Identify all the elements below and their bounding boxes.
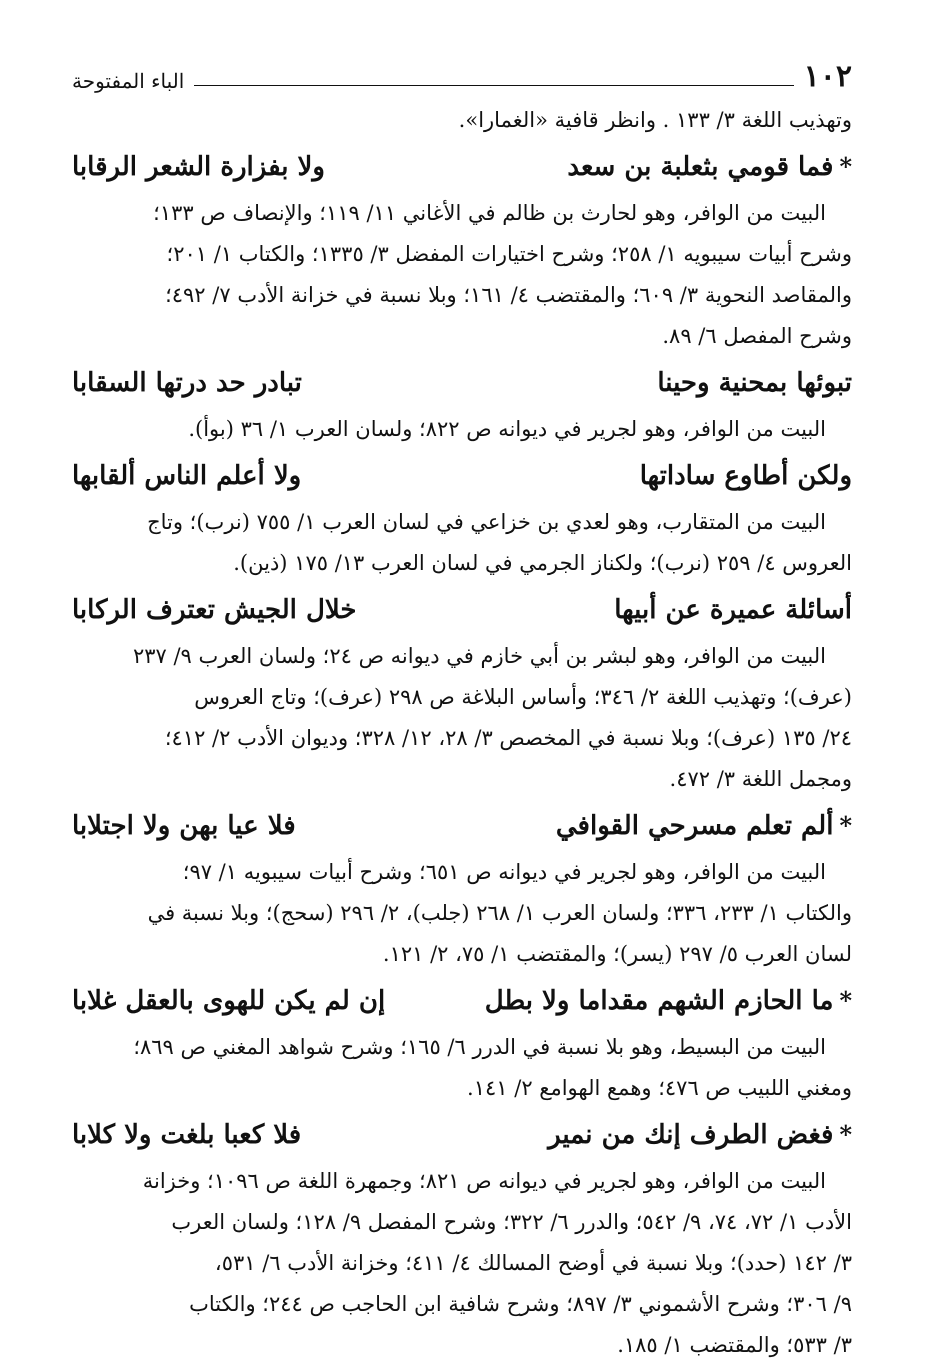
verse-first-hemistich — [614, 584, 852, 636]
header-rule — [194, 85, 793, 86]
verse-first-hemistich — [485, 975, 852, 1027]
verse-second-hemistich: فلا عيا بهن ولا اجتلابا — [72, 811, 296, 841]
asterisk-icon: * — [839, 1120, 852, 1149]
text-line: البيت من الوافر، وهو لحارث بن ظالم في الأغاني ١١/ ١١٩؛ والإنصاف ص ١٣٣؛ — [153, 201, 826, 225]
verse-line — [72, 800, 852, 852]
verse-second-hemistich: فلا كعبا بلغت ولا كلابا — [72, 1120, 302, 1150]
reference-paragraph — [72, 100, 852, 141]
text-line: ٣/ ١٤٢ (حدد)؛ وبلا نسبة في أوضح المسالك ٤/ ٤١١؛ وخزانة الأدب ٦/ ٥٣١، — [214, 1251, 852, 1275]
verse-first-hemistich — [657, 357, 852, 409]
verse-second-hemistich: خلال الجيش تعترف الركابا — [72, 595, 357, 625]
text-line: ومجمل اللغة ٣/ ٤٧٢. — [669, 767, 852, 791]
verse-first-hemistich — [640, 450, 852, 502]
reference-paragraph — [72, 409, 852, 450]
text-line: وشرح المفصل ٦/ ٨٩. — [662, 324, 852, 348]
verse-second-hemistich: تبادر حد درتها السقابا — [72, 368, 302, 398]
asterisk-icon: * — [839, 152, 852, 181]
verse-first-hemistich — [567, 141, 852, 193]
verse-line — [72, 141, 852, 193]
verse-second-hemistich: ولا أعلم الناس ألقابها — [72, 461, 302, 491]
text-line: ٣/ ٥٣٣؛ والمقتضب ١/ ١٨٥. — [617, 1333, 852, 1357]
verse-first-hemistich — [548, 1109, 852, 1161]
verse-line — [72, 1109, 852, 1161]
text-line: والمقاصد النحوية ٣/ ٦٠٩؛ والمقتضب ٤/ ١٦١؛ وبلا نسبة في خزانة الأدب ٧/ ٤٩٢؛ — [165, 283, 852, 307]
reference-paragraph — [72, 502, 852, 584]
reference-paragraph — [72, 636, 852, 800]
page-number: ١٠٢ — [803, 59, 852, 94]
text-line: البيت من الوافر، وهو لجرير في ديوانه ص ٦٥١؛ وشرح أبيات سيبويه ١/ ٩٧؛ — [182, 860, 826, 884]
page-content — [72, 100, 852, 1366]
page-header — [72, 52, 852, 92]
text-line: البيت من الوافر، وهو لجرير في ديوانه ص ٨٢١؛ وجمهرة اللغة ص ١٠٩٦؛ وخزانة — [142, 1169, 826, 1193]
verse-first-text: تبوئها بمحنية وحينا — [657, 368, 852, 398]
verse-second-hemistich: إن لم يكن للهوى بالعقل غلابا — [72, 986, 386, 1016]
verse-second-hemistich: ولا بفزارة الشعر الرقابا — [72, 152, 325, 182]
reference-paragraph — [72, 852, 852, 975]
verse-first-text: ولكن أطاوع ساداتها — [639, 461, 852, 491]
verse-line — [72, 975, 852, 1027]
text-line: لسان العرب ٥/ ٢٩٧ (يسر)؛ والمقتضب ١/ ٧٥، ٢/ ١٢١. — [382, 942, 852, 966]
text-line: العروس ٤/ ٢٥٩ (نرب)؛ ولكناز الجرمي في لسان العرب ١٣/ ١٧٥ (ذين). — [233, 551, 852, 575]
reference-paragraph — [72, 193, 852, 357]
reference-paragraph — [72, 1161, 852, 1366]
chapter-title: الباء المفتوحة — [72, 69, 185, 93]
verse-first-text: أسائلة عميرة عن أبيها — [614, 595, 852, 625]
asterisk-icon: * — [839, 986, 852, 1015]
text-line: ٢٤/ ١٣٥ (عرف)؛ وبلا نسبة في المخصص ٣/ ٢٨، ١٢/ ٣٢٨؛ وديوان الأدب ٢/ ٤١٢؛ — [164, 726, 852, 750]
text-line: والكتاب ١/ ٢٣٣، ٣٣٦؛ ولسان العرب ١/ ٢٦٨ (جلب)، ٢/ ٢٩٦ (سحج)؛ وبلا نسبة في — [147, 901, 852, 925]
text-line: ٩/ ٣٠٦؛ وشرح الأشموني ٣/ ٨٩٧؛ وشرح شافية ابن الحاجب ص ٢٤٤؛ والكتاب — [189, 1292, 852, 1316]
verse-first-text: ألم تعلم مسرحي القوافي — [555, 811, 834, 841]
verse-first-text: فغض الطرف إنك من نمير — [548, 1120, 834, 1150]
verse-first-text: ما الحازم الشهم مقداما ولا بطل — [484, 986, 834, 1016]
text-line: البيت من الوافر، وهو لبشر بن أبي خازم في ديوانه ص ٢٤؛ ولسان العرب ٩/ ٢٣٧ — [132, 644, 826, 668]
text-line: وتهذيب اللغة ٣/ ١٣٣ . وانظر قافية «الغمارا». — [458, 108, 852, 132]
asterisk-icon: * — [839, 811, 852, 840]
text-line: البيت من المتقارب، وهو لعدي بن خزاعي في لسان العرب ١/ ٧٥٥ (نرب)؛ وتاج — [147, 510, 826, 534]
reference-paragraph — [72, 1027, 852, 1109]
text-line: البيت من البسيط، وهو بلا نسبة في الدرر ٦/ ١٦٥؛ وشرح شواهد المغني ص ٨٦٩؛ — [133, 1035, 826, 1059]
verse-first-text: فما قومي بثعلبة بن سعد — [567, 152, 834, 182]
verse-first-hemistich — [556, 800, 852, 852]
text-line: البيت من الوافر، وهو لجرير في ديوانه ص ٨٢٢؛ ولسان العرب ١/ ٣٦ (بوأ). — [188, 417, 826, 441]
text-line: وشرح أبيات سيبويه ١/ ٢٥٨؛ وشرح اختيارات المفضل ٣/ ١٣٣٥؛ والكتاب ١/ ٢٠١؛ — [166, 242, 852, 266]
verse-line — [72, 584, 852, 636]
verse-line — [72, 357, 852, 409]
text-line: ومغني اللبيب ص ٤٧٦؛ وهمع الهوامع ٢/ ١٤١. — [467, 1076, 852, 1100]
verse-line — [72, 450, 852, 502]
text-line: الأدب ١/ ٧٢، ٧٤، ٩/ ٥٤٢؛ والدرر ٦/ ٣٢٢؛ وشرح المفصل ٩/ ١٢٨؛ ولسان العرب — [171, 1210, 852, 1234]
text-line: (عرف)؛ وتهذيب اللغة ٢/ ٣٤٦؛ وأساس البلاغة ص ٢٩٨ (عرف)؛ وتاج العروس — [194, 685, 852, 709]
